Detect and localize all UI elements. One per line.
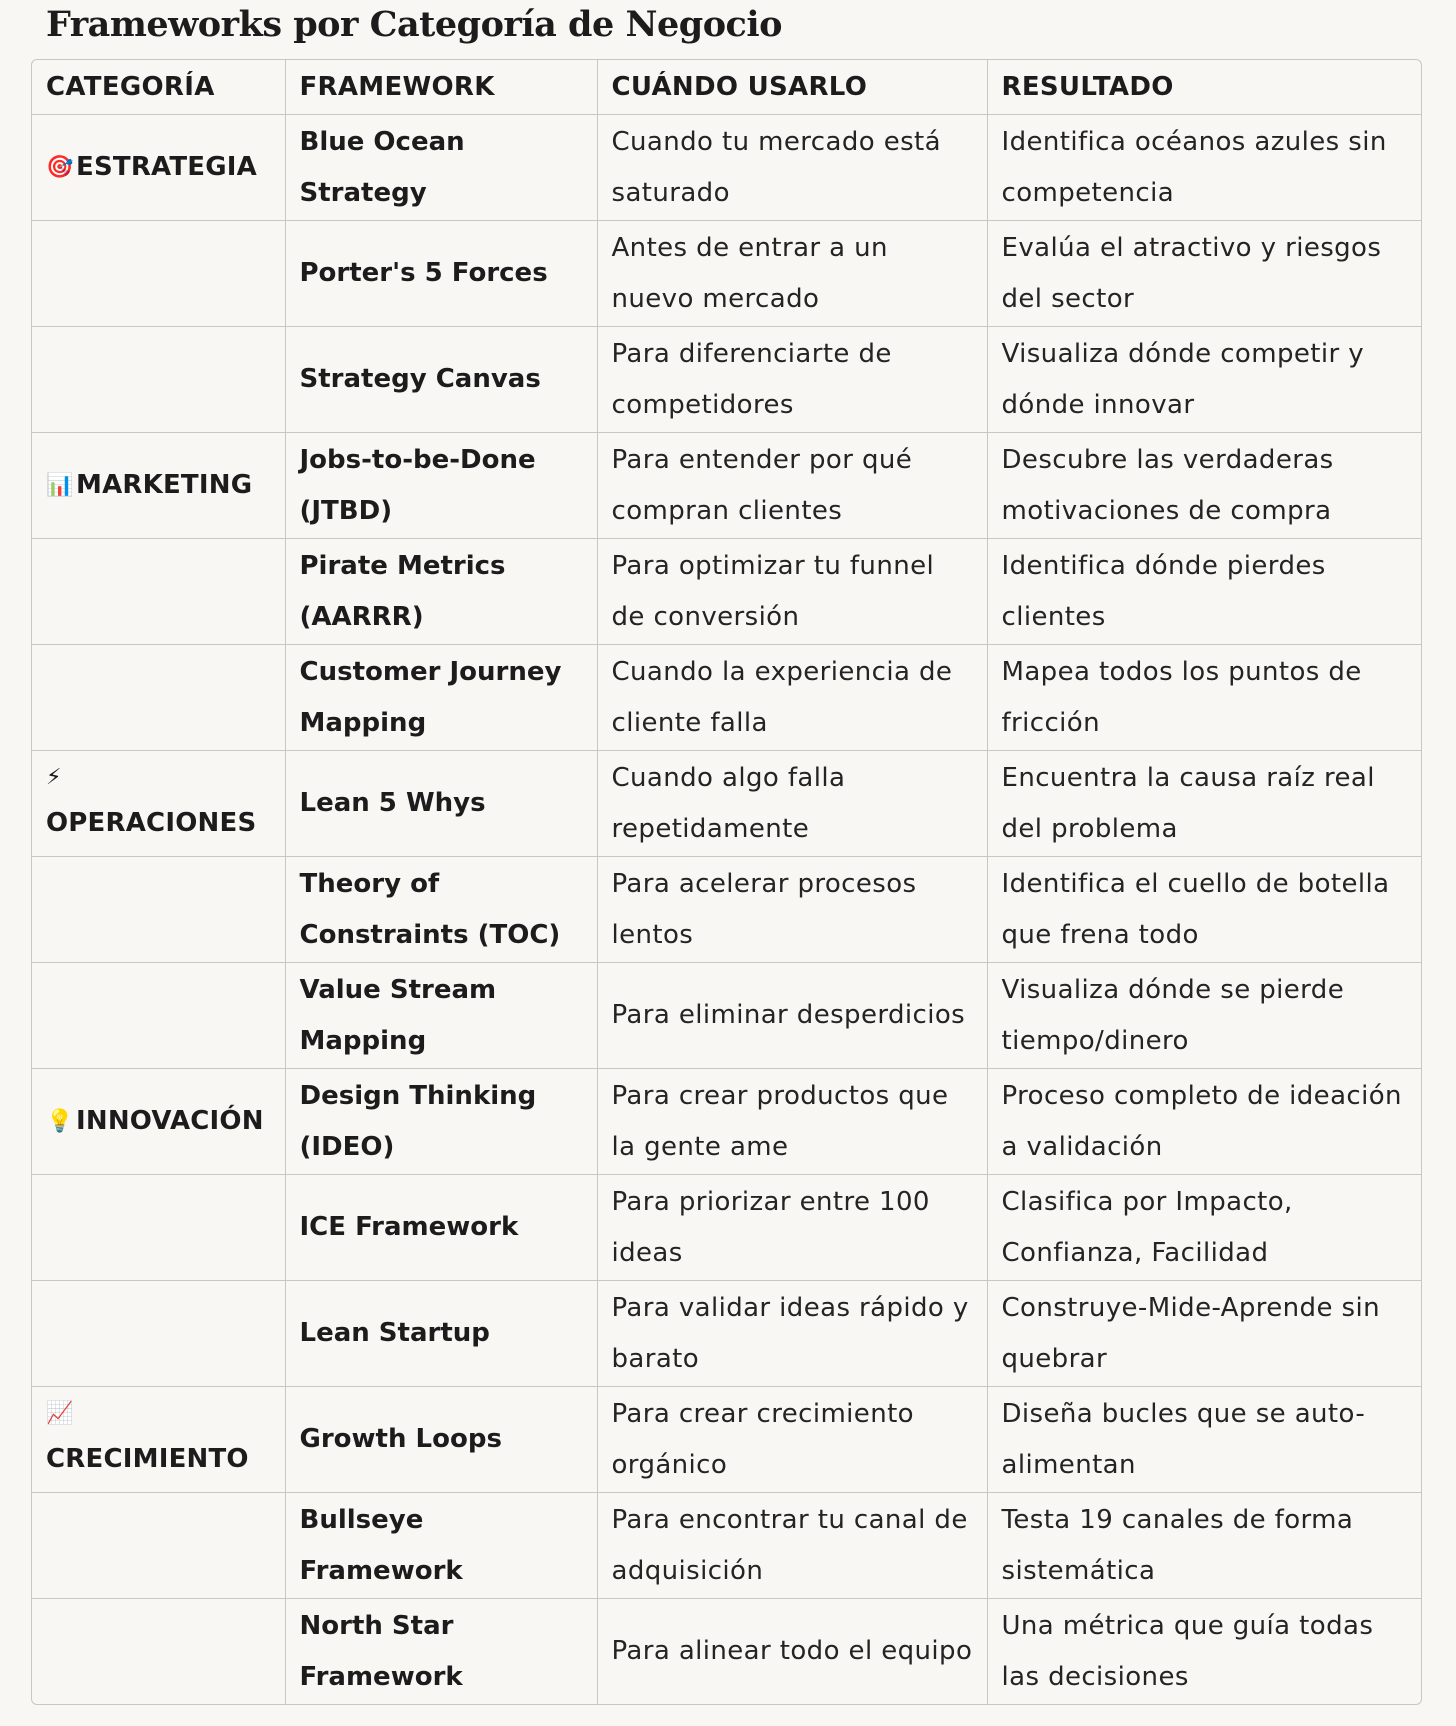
framework-cell: Jobs-to-be-Done (JTBD) [285, 433, 597, 539]
framework-cell: Pirate Metrics (AARRR) [285, 539, 597, 645]
result-cell: Identifica el cuello de botella que frena todo [987, 857, 1421, 963]
when-cell: Para acelerar procesos lentos [597, 857, 987, 963]
when-cell: Para crear productos que la gente ame [597, 1069, 987, 1175]
category-cell [32, 1281, 285, 1387]
when-cell: Para priorizar entre 100 ideas [597, 1175, 987, 1281]
category-cell [32, 857, 285, 963]
framework-cell: Design Thinking (IDEO) [285, 1069, 597, 1175]
when-cell: Para crear crecimiento orgánico [597, 1387, 987, 1493]
category-label: ESTRATEGIA [76, 152, 257, 182]
table-header-row [32, 60, 1421, 115]
header-category: CATEGORÍA [32, 60, 285, 115]
framework-cell: Strategy Canvas [285, 327, 597, 433]
result-cell: Testa 19 canales de forma sistemática [987, 1493, 1421, 1599]
table-row [32, 221, 1421, 327]
category-cell [32, 1387, 285, 1493]
framework-cell: Lean Startup [285, 1281, 597, 1387]
table-row [32, 645, 1421, 751]
category-label: MARKETING [76, 470, 253, 500]
framework-cell: Customer Journey Mapping [285, 645, 597, 751]
table-row [32, 1387, 1421, 1493]
target-icon: 🎯 [46, 155, 74, 180]
when-cell: Para diferenciarte de competidores [597, 327, 987, 433]
category-cell [32, 963, 285, 1069]
category-label: CRECIMIENTO [46, 1444, 249, 1474]
result-cell: Visualiza dónde competir y dónde innovar [987, 327, 1421, 433]
result-cell: Construye-Mide-Aprende sin quebrar [987, 1281, 1421, 1387]
when-cell: Para entender por qué compran clientes [597, 433, 987, 539]
header-when: CUÁNDO USARLO [597, 60, 987, 115]
table-row [32, 115, 1421, 221]
trend-up-icon: 📈 [46, 1401, 74, 1426]
result-cell: Una métrica que guía todas las decisiones [1001, 1610, 1374, 1692]
result-cell: Identifica dónde pierdes clientes [987, 539, 1421, 645]
table-row [32, 857, 1421, 963]
result-cell: Visualiza dónde se pierde tiempo/dinero [987, 963, 1421, 1069]
bar-chart-icon: 📊 [46, 473, 74, 498]
when-cell: Para alinear todo el equipo [597, 1599, 987, 1705]
when-cell: Cuando tu mercado está saturado [597, 115, 987, 221]
framework-cell: Bullseye Framework [285, 1493, 597, 1599]
when-cell: Para encontrar tu canal de adquisición [597, 1493, 987, 1599]
category-cell [32, 751, 285, 857]
when-cell: Para optimizar tu funnel de conversión [597, 539, 987, 645]
when-cell: Cuando la experiencia de cliente falla [597, 645, 987, 751]
category-cell [32, 1493, 285, 1599]
framework-cell: Growth Loops [285, 1387, 597, 1493]
category-cell [32, 539, 285, 645]
when-cell: Para validar ideas rápido y barato [597, 1281, 987, 1387]
table-row [32, 1175, 1421, 1281]
category-cell [32, 1069, 285, 1175]
table-row [32, 1599, 1421, 1705]
result-cell: Encuentra la causa raíz real del problema [987, 751, 1421, 857]
result-cell: Clasifica por Impacto, Confianza, Facilidad [987, 1175, 1421, 1281]
category-cell [32, 221, 285, 327]
category-cell [32, 115, 285, 221]
result-cell: Evalúa el atractivo y riesgos del sector [987, 221, 1421, 327]
header-framework: FRAMEWORK [285, 60, 597, 115]
table-row [32, 433, 1421, 539]
framework-cell: Lean 5 Whys [285, 751, 597, 857]
framework-cell: ICE Framework [285, 1175, 597, 1281]
framework-cell: Porter's 5 Forces [285, 221, 597, 327]
framework-cell: Theory of Constraints (TOC) [285, 857, 597, 963]
when-cell: Cuando algo falla repetidamente [597, 751, 987, 857]
category-cell [32, 1599, 285, 1705]
category-cell [32, 1175, 285, 1281]
result-cell: Descubre las verdaderas motivaciones de compra [987, 433, 1421, 539]
category-cell [32, 645, 285, 751]
category-cell [32, 433, 285, 539]
table-row [32, 751, 1421, 857]
table-row [32, 327, 1421, 433]
table-row [32, 539, 1421, 645]
result-cell: Identifica océanos azules sin competencia [987, 115, 1421, 221]
category-label: INNOVACIÓN [76, 1106, 264, 1136]
framework-cell: North Star Framework [285, 1599, 597, 1705]
page-title: Frameworks por Categoría de Negocio [46, 4, 782, 45]
result-cell: Diseña bucles que se auto-alimentan [987, 1387, 1421, 1493]
table-row [32, 963, 1421, 1069]
lightbulb-icon: 💡 [46, 1109, 74, 1134]
when-cell: Para eliminar desperdicios [597, 963, 987, 1069]
framework-cell: Value Stream Mapping [285, 963, 597, 1069]
framework-cell: Blue Ocean Strategy [285, 115, 597, 221]
table-row [32, 1281, 1421, 1387]
header-result: RESULTADO [987, 60, 1421, 115]
lightning-icon: ⚡ [46, 765, 62, 790]
category-label: OPERACIONES [46, 808, 257, 838]
result-cell: Proceso completo de ideación a validación [987, 1069, 1421, 1175]
table-row [32, 1069, 1421, 1175]
category-cell [32, 327, 285, 433]
frameworks-table [31, 59, 1422, 1705]
when-cell: Antes de entrar a un nuevo mercado [597, 221, 987, 327]
table-row [32, 1493, 1421, 1599]
result-cell: Mapea todos los puntos de fricción [987, 645, 1421, 751]
